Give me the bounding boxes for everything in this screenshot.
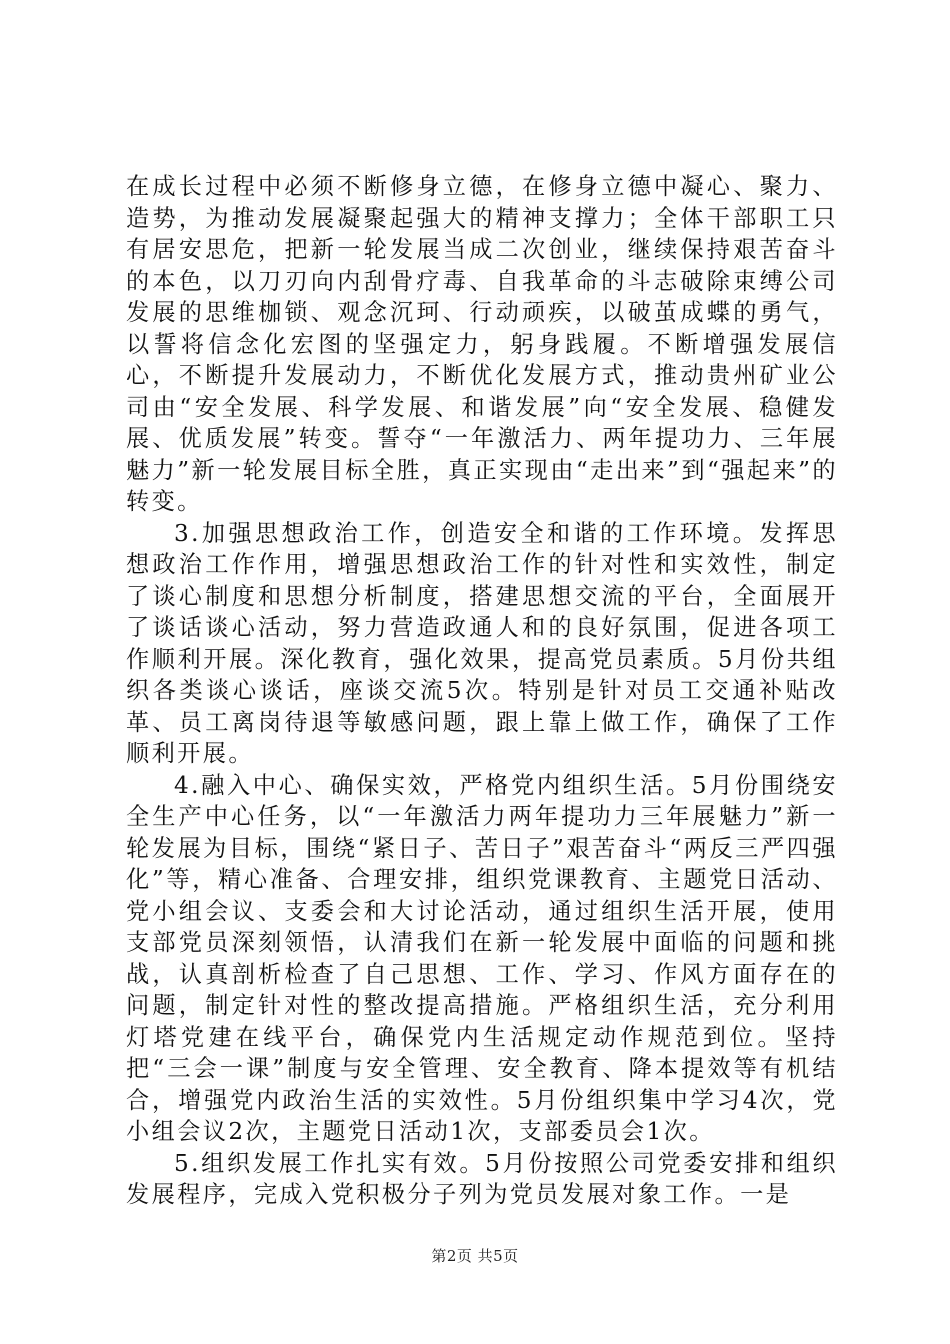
paragraph-continuation: 在成长过程中必须不断修身立德，在修身立德中凝心、聚力、造势，为推动发展凝聚起强大的精神支撑力；全体干部职工只有居安思危，把新一轮发展当成二次创业，继续保持艰苦奋斗的本色，以刀刃向内刮骨疗毒、自我革命的斗志破除束缚公司发展的思维枷锁、观念沉珂、行动顽疾，以破茧成蝶的勇气，以誓将信念化宏图的坚强定力，躬身践履。不断增强发展信心，不断提升发展动力，不断优化发展方式，推动贵州矿业公司由“安全发展、科学发展、和谐发展”向“安全发展、稳健发展、优质发展”转变。誓夺“一年激活力、两年提功力、三年展魅力”新一轮发展目标全胜，真正实现由“走出来”到“强起来”的转变。 xyxy=(126,173,838,515)
page-number-footer: 第2页 共5页 xyxy=(431,1247,519,1265)
paragraph-item-4: 4.融入中心、确保实效，严格党内组织生活。5月份围绕安全生产中心任务，以“一年激活力两年提功力三年展魅力”新一轮发展为目标，围绕“紧日子、苦日子”艰苦奋斗“两反三严四强化”等，精心准备、合理安排，组织党课教育、主题党日活动、党小组会议、支委会和大讨论活动，通过组织生活开展，使用支部党员深刻领悟，认清我们在新一轮发展中面临的问题和挑战，认真剖析检查了自己思想、工作、学习、作风方面存在的问题，制定针对性的整改提高措施。严格组织生活，充分利用灯塔党建在线平台，确保党内生活规定动作规范到位。坚持把“三会一课”制度与安全管理、安全教育、降本提效等有机结合，增强党内政治生活的实效性。5月份组织集中学习4次，党小组会议2次，主题党日活动1次，支部委员会1次。 xyxy=(126,771,838,1145)
document-body xyxy=(126,171,838,1211)
paragraph-item-5: 5.组织发展工作扎实有效。5月份按照公司党委安排和组织发展程序，完成入党积极分子列为党员发展对象工作。一是 xyxy=(126,1149,838,1208)
paragraph-item-3: 3.加强思想政治工作，创造安全和谐的工作环境。发挥思想政治工作作用，增强思想政治工作的针对性和实效性，制定了谈心制度和思想分析制度，搭建思想交流的平台，全面展开了谈话谈心活动，努力营造政通人和的良好氛围，促进各项工作顺利开展。深化教育，强化效果，提高党员素质。5月份共组织各类谈心谈话，座谈交流5次。特别是针对员工交通补贴改革、员工离岗待退等敏感问题，跟上靠上做工作，确保了工作顺利开展。 xyxy=(126,519,838,767)
